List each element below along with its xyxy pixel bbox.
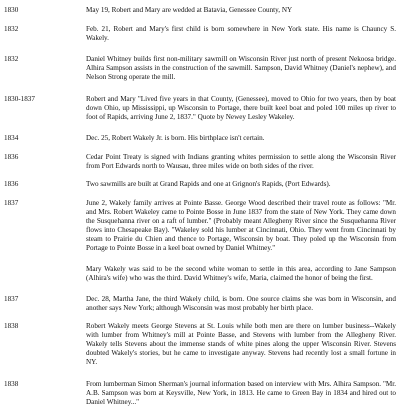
entry-text: May 19, Robert and Mary are wedded at Batavia, Genessee County, NY [86, 6, 293, 14]
entry-year: 1830-1837 [4, 95, 35, 103]
entry-text: Two sawmills are built at Grand Rapids and one at Grignon's Rapids, (Port Edwards). [86, 180, 331, 188]
entry-text: Daniel Whitney builds first non-military sawmill on Wisconsin River just north of present Nekoosa bridge. Alhira Sampson assists in the construction of the sawmill. Sampson, David Whitney (Daniel's nephew), and Nelson Strong operate the mill. [86, 55, 396, 81]
entry-year: 1837 [4, 199, 19, 207]
entry-text: From lumberman Simon Sherman's journal information based on interview with Mrs. Alhira Sampson. "Mr. A.B. Sampson was born at Keysville, New York, in 1813. He came to Green Bay in 1834 and hired out to Daniel Whitney..." [86, 380, 396, 406]
entry-text: Cedar Point Treaty is signed with Indians granting whites permission to settle along the Wisconsin River from Port Edwards north to Wausau, three miles wide on both sides of the river. [86, 153, 396, 170]
entry-year: 1838 [4, 380, 19, 388]
entry-text: Feb. 21, Robert and Mary's first child is born somewhere in New York state. His name is Chauncy S. Wakely. [86, 25, 396, 42]
entry-year: 1834 [4, 134, 19, 142]
entry-year: 1832 [4, 25, 19, 33]
entry-text: Dec. 28, Martha Jane, the third Wakely child, is born. One source claims she was born in Wisconsin, and another says New York; although Wisconsin was most probably her birth place. [86, 295, 396, 312]
entry-year: 1838 [4, 322, 19, 330]
entry-year: 1830 [4, 6, 19, 14]
entry-year: 1836 [4, 180, 19, 188]
entry-year: 1832 [4, 55, 19, 63]
entry-year: 1837 [4, 295, 19, 303]
entry-text: Dec. 25, Robert Wakely Jr. is born. His birthplace isn't certain. [86, 134, 265, 142]
entry-year: 1836 [4, 153, 19, 161]
entry-text: Robert Wakely meets George Stevens at St. Louis while both men are there on lumber business--Wakely with lumber from Whitney's mill at Pointe Basse, and Stevens with lumber from the Allegheny River. Wakely tells Stevens about the immense stands of white pines along the upper Wisconsin River. Stevens doubted Wakely's stories, but he came to investigate anyway. Stevens had recently lost a small fortune in NY. [86, 322, 396, 366]
entry-text: Robert and Mary "Lived five years in that County, (Genessee), moved to Ohio for two years, then by boat down Ohio, up Mississippi, up Wisconsin to Portage, there built keel boat and poled 100 miles up river to foot of Rapids, arriving June 2, 1837." Quote by Newey Lesley Wakeley. [86, 95, 396, 121]
entry-text: Mary Wakely was said to be the second white woman to settle in this area, according to Jane Sampson (Alhira's wife) who was the third. David Whitney's wife, Maria, claimed the honor of being the first. [86, 265, 396, 282]
entry-text: June 2, Wakely family arrives at Pointe Basse. George Wood described their travel route as follows: "Mr. and Mrs. Robert Wakeley came to Pointe Bosse in June 1837 from the state of New York. They came down the Susquehanna river on a raft of lumber." (Probably meant Allegheny River since the Susquehanna River flows into Chesapeake Bay). "Wakeley sold his lumber at Cincinnati, Ohio. They went from Cincinnati by steam to Prairie du Chien and thence to Portage, Wisconsin by boat. They poled up the Wisconsin from Portage to Pointe Bosse in a keel boat owned by Daniel Whitney." [86, 199, 396, 252]
